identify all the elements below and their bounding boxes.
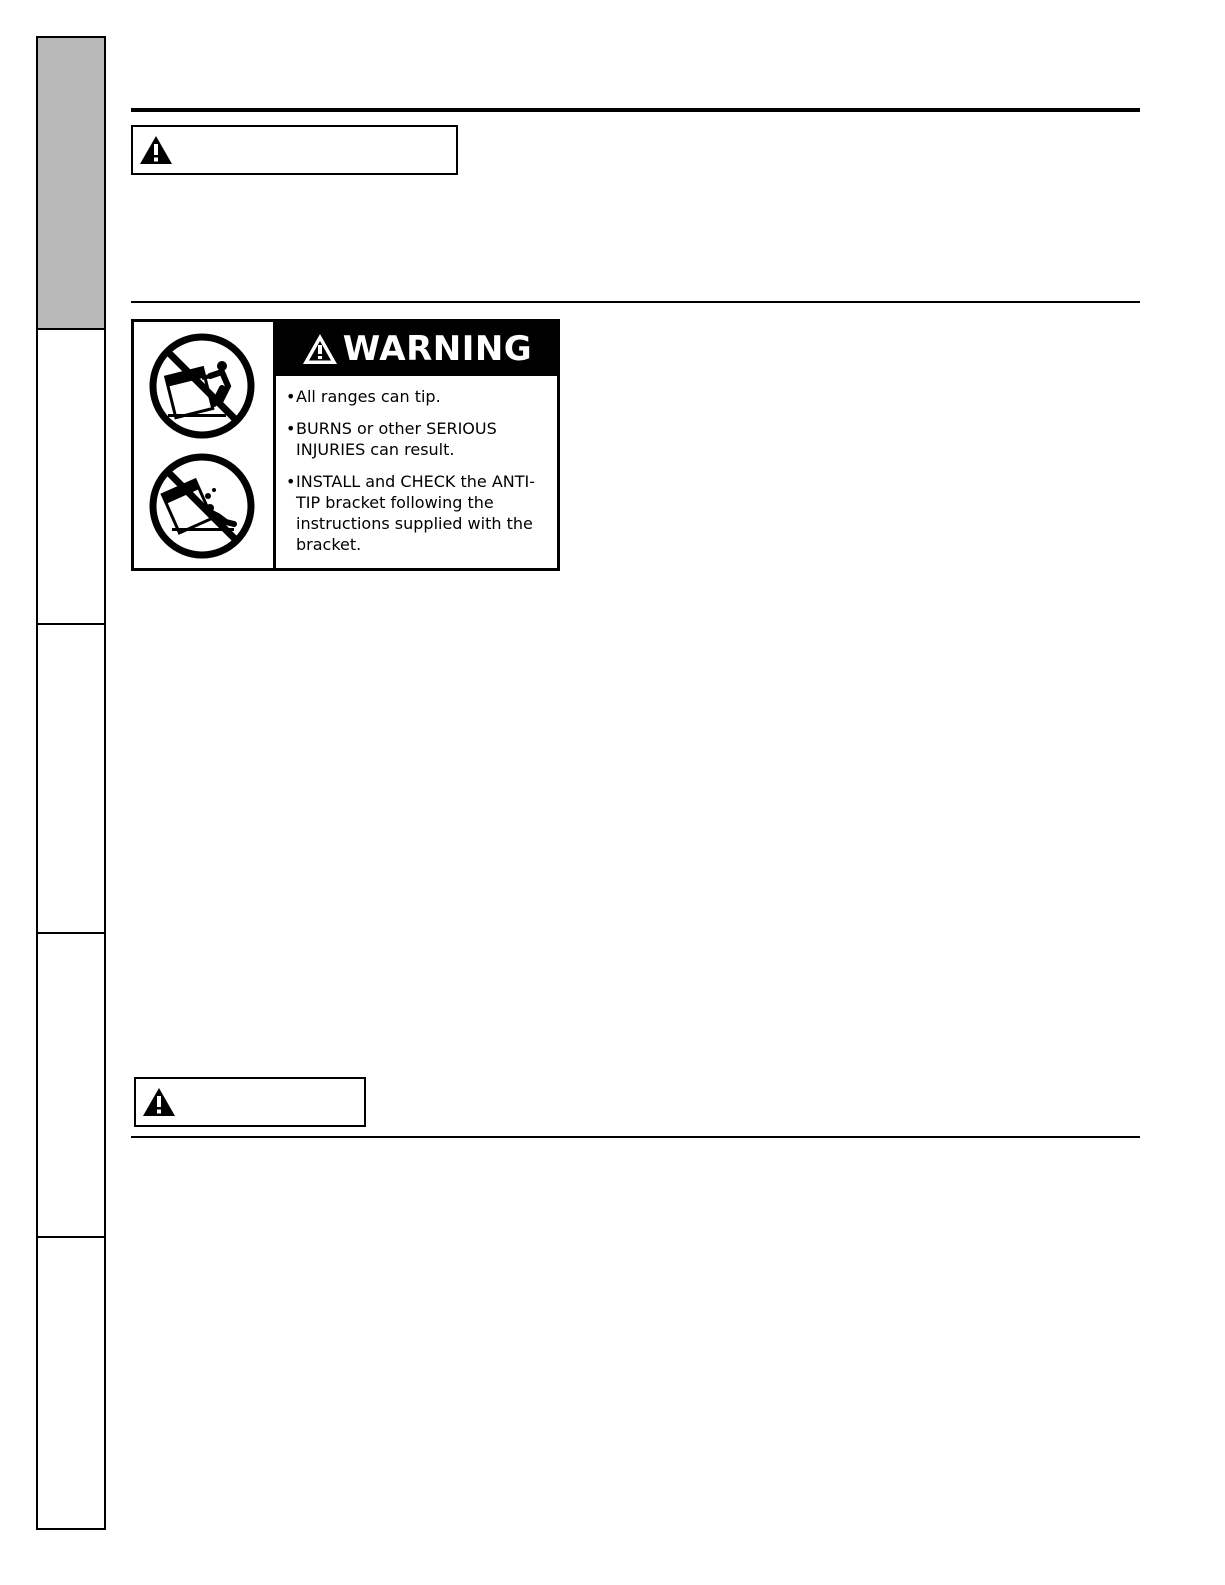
tab-care[interactable]: [38, 625, 104, 934]
warning-triangle-icon: [301, 332, 339, 366]
warning-bullet-install: • INSTALL and CHECK the ANTI-TIP bracket following the instructions supplied with the bracket.: [286, 471, 549, 555]
section-rule-bottom: [131, 1136, 1140, 1138]
no-climbing-on-range-icon: [148, 332, 256, 440]
warning-title: WARNING: [342, 329, 533, 369]
tab-safety[interactable]: [38, 38, 104, 330]
warning-bullets: [286, 386, 549, 566]
warning-triangle-icon: [142, 1087, 176, 1117]
section-rule: [131, 301, 1140, 303]
warning-header: [276, 322, 557, 376]
anti-tip-warning-label: [131, 319, 560, 571]
warning-bullet-tip: • All ranges can tip.: [286, 386, 549, 407]
tab-troubleshooting[interactable]: [38, 1238, 104, 1528]
caution-box-bottom: [134, 1077, 366, 1127]
section-tabs: [36, 36, 106, 1530]
caution-box-top: [131, 125, 458, 175]
warning-pictograms: [134, 322, 276, 568]
warning-triangle-icon: [139, 135, 173, 165]
warning-bullet-injuries: • BURNS or other SERIOUS INJURIES can result.: [286, 418, 549, 460]
tab-installation[interactable]: [38, 934, 104, 1238]
header-rule: [131, 108, 1140, 112]
no-range-tipping-icon: [148, 452, 256, 560]
tab-operating[interactable]: [38, 330, 104, 625]
